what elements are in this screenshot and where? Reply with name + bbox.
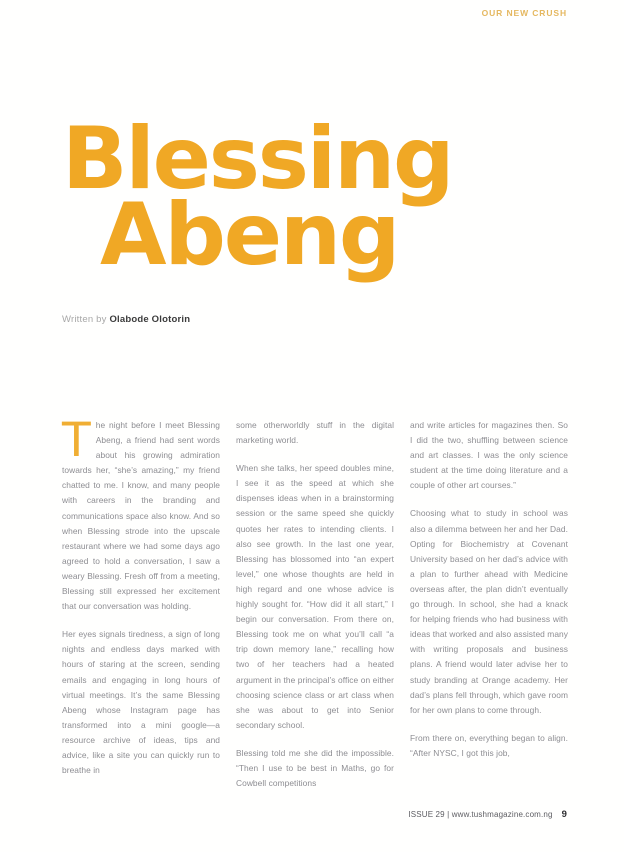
article-title [62,109,572,285]
byline [62,314,190,325]
running-header: OUR NEW CRUSH [481,8,567,18]
body-column-1 [62,413,220,780]
paragraph: The night before I meet Blessing Abeng, a friend had sent words about his growing admiration towards her, “she’s amazing,” my friend chatted to me. I know, and many people with careers in the branding and communications space also know. And so when Blessing strode into the upscale restaurant where we had some days ago agreed to hold a conversation, I saw a weary Blessing. Fresh off from a meeting, Blessing still expressed her excitement that our conversation was holding. [62,413,220,612]
paragraph: Blessing told me she did the impossible. “Then I use to be best in Maths, go for Cowbell competitions [236,747,394,789]
byline-author: Olabode Olotorin [109,314,191,325]
page-number: 9 [561,809,567,820]
paragraph: and write articles for magazines then. So I did the two, shuffling between science and art classes. I was the only science student at the time doing literature and a couple of other art courses.” [410,420,568,491]
byline-prefix: Written by [62,314,110,325]
paragraph: Choosing what to study in school was also a dilemma between her and her Dad. Opting for Biochemistry at Covenant University based on her dad’s advice with a plan to further ahead with Medicine overseas after, the plan didn’t eventually go through. In school, she had a knack for helping friends who had business with ideas that worked and also assisted many with writing proposals and business plans. A friend would later advise her to study branding at Orange academy. Her dad’s plans fell through, which gave room for her own plans to come through. [410,508,568,715]
paragraph: Her eyes signals tiredness, a sign of long nights and endless days marked with hours of staring at the screen, sending emails and engaging in long hours of virtual meetings. It’s the same Blessing Abeng whose Instagram page has transformed into a mini google—a resource archive of ideas, tips and advice, like a site you can quickly run to breathe in [62,629,220,776]
paragraph: When she talks, her speed doubles mine, I see it as the speed at which she dispenses ideas when in a brainstorming session or the same speed she quickly quotes her rates to intending clients. I also see growth. In the last one year, Blessing has blossomed into “an expert level,” one whose thoughts are held in high regard and one whose advice is highly sought for. “How did it all start,” I begin our conversation. From there on, Blessing took me on what you’ll call “a trip down memory lane,” recalling how two of her teachers had a heated argument in the principal’s office on either choosing science class or art class when she was about to get into Senior secondary school. [236,463,394,730]
body-column-3 [410,418,568,780]
body-column-2 [236,418,394,789]
paragraph: some otherworldly stuff in the digital marketing world. [236,420,394,446]
paragraph: From there on, everything began to align. “After NYSC, I got this job, [410,732,568,758]
title-line-first: Blessing [62,109,453,209]
page-footer [0,809,567,820]
issue-info: ISSUE 29 | www.tushmagazine.com.ng [408,810,553,819]
article-body [62,413,568,789]
title-line-second: Abeng [100,184,399,285]
